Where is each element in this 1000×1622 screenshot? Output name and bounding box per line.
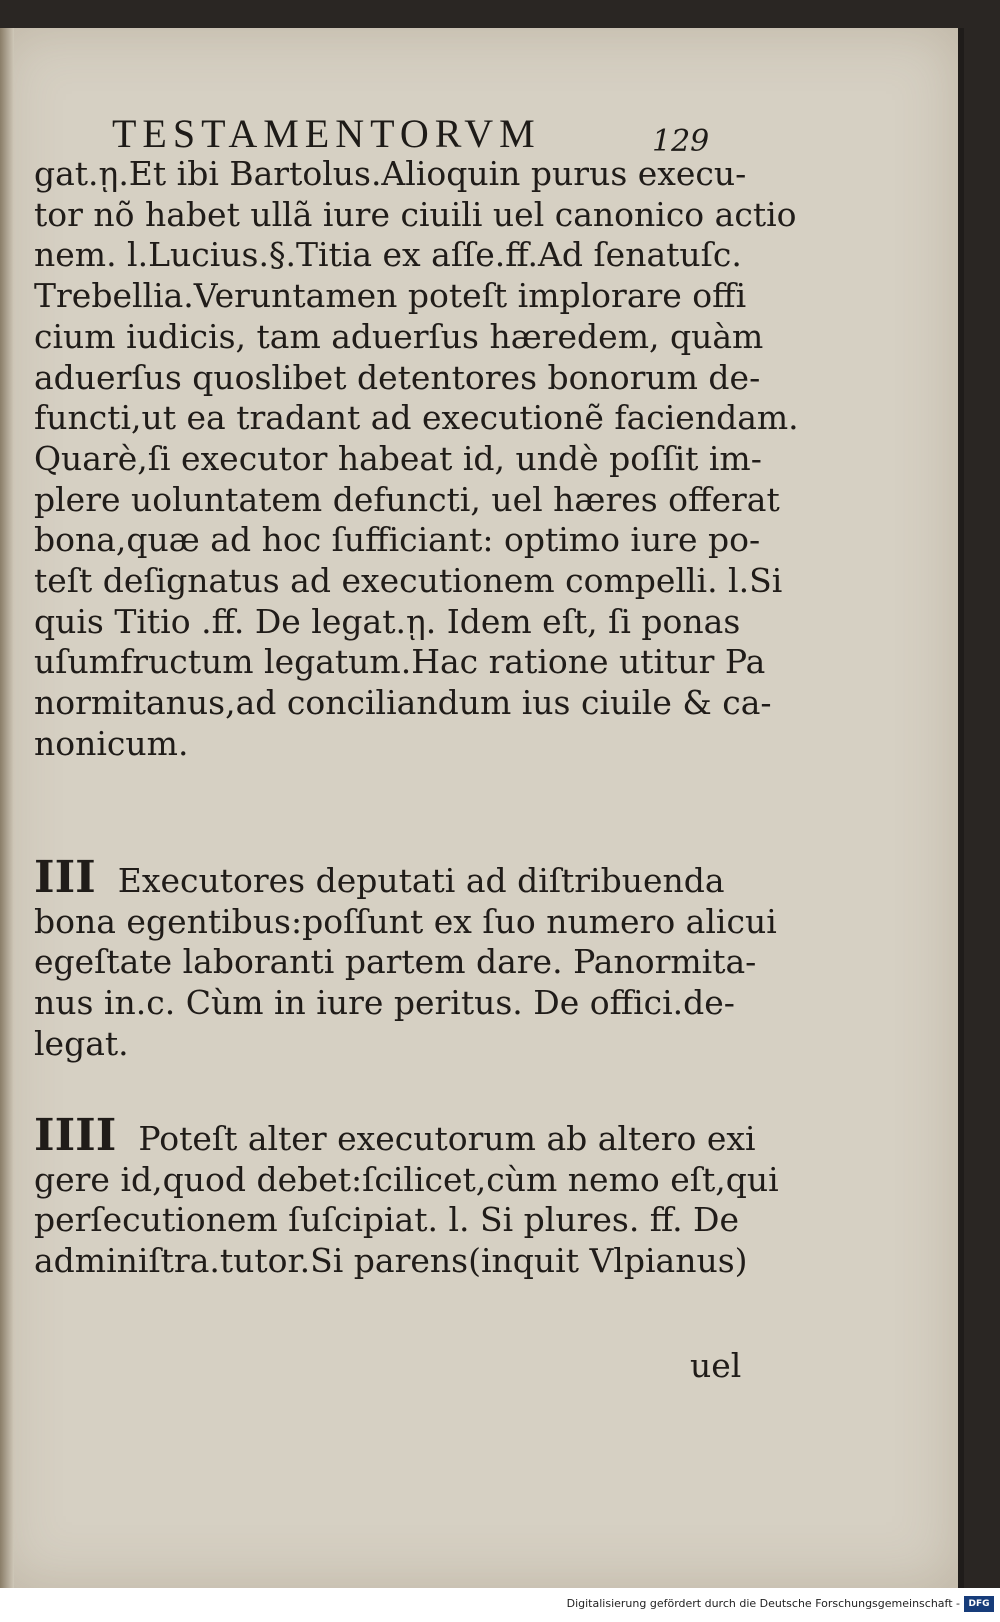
text-line: perſecutionem ſuſcipiat. l. Si plures. ff. De xyxy=(34,1200,740,1240)
text-line xyxy=(34,852,740,903)
footer-credit: Digitalisierung gefördert durch die Deutsche Forschungsgemeinschaft - xyxy=(566,1597,960,1610)
text-line: bona egentibus:poſſunt ex ſuo numero alicui xyxy=(34,901,777,941)
text-line: teſt deſignatus ad executionem compelli. l.Si xyxy=(34,561,783,601)
text-line: bona,quæ ad hoc ſufficiant: optimo iure po- xyxy=(34,520,761,560)
text-line: cium iudicis, tam aduerſus hæredem, quàm xyxy=(34,316,764,356)
paragraph-1 xyxy=(34,154,799,765)
page-spine-shadow xyxy=(0,28,14,1588)
text-line: nem. l.Lucius.§.Titia ex aſſe.ff.Ad ſenatuſc. xyxy=(34,235,742,275)
paragraph-3 xyxy=(34,1110,779,1282)
text-line: tor nõ habet ullã iure ciuili uel canonico actio xyxy=(34,194,797,234)
text-line: plere uoluntatem defuncti, uel hæres offerat xyxy=(34,479,780,519)
text-line: legat. xyxy=(34,1023,129,1063)
text-line xyxy=(34,1110,756,1161)
text-line: normitanus,ad conciliandum ius ciuile & ca- xyxy=(34,683,772,723)
footer-bar xyxy=(0,1588,1000,1622)
page-number: 129 xyxy=(652,124,710,159)
text-line: gere id,quod debet:ſcilicet,cùm nemo eſt,qui xyxy=(34,1159,779,1199)
text-line-first: Poteſt alter executorum ab altero exi xyxy=(138,1119,756,1158)
dfg-logo-icon: DFG xyxy=(964,1596,994,1612)
paragraph-2 xyxy=(34,852,777,1065)
book-page xyxy=(0,28,964,1588)
section-numeral: IIII xyxy=(34,1110,117,1161)
text-line: nus in.c. Cùm in iure peritus. De offici.de- xyxy=(34,983,735,1023)
running-header: TESTAMENTORVM xyxy=(112,111,541,156)
text-line: nonicum. xyxy=(34,723,189,763)
text-line: gat.ῃ.Et ibi Bartolus.Alioquin purus execu- xyxy=(34,154,747,193)
text-line: adminiſtra.tutor.Si parens(inquit Vlpianus) xyxy=(34,1241,748,1281)
text-line: aduerſus quoslibet detentores bonorum de- xyxy=(34,357,761,397)
text-line: functi,ut ea tradant ad executionẽ faciendam. xyxy=(34,398,799,438)
text-line: egeſtate laboranti partem dare. Panormita- xyxy=(34,942,757,982)
section-numeral: III xyxy=(34,852,96,903)
catchword: uel xyxy=(690,1346,742,1385)
text-line: Trebellia.Veruntamen poteſt implorare offi xyxy=(34,276,747,316)
text-line: Quarè,ſi executor habeat id, undè poſſit im- xyxy=(34,438,762,478)
text-line-first: Executores deputati ad diſtribuenda xyxy=(117,861,725,900)
text-line: quis Titio .ff. De legat.ῃ. Idem eſt, ſi ponas xyxy=(34,601,741,641)
text-line: uſumfructum legatum.Hac ratione utitur Pa xyxy=(34,642,766,682)
